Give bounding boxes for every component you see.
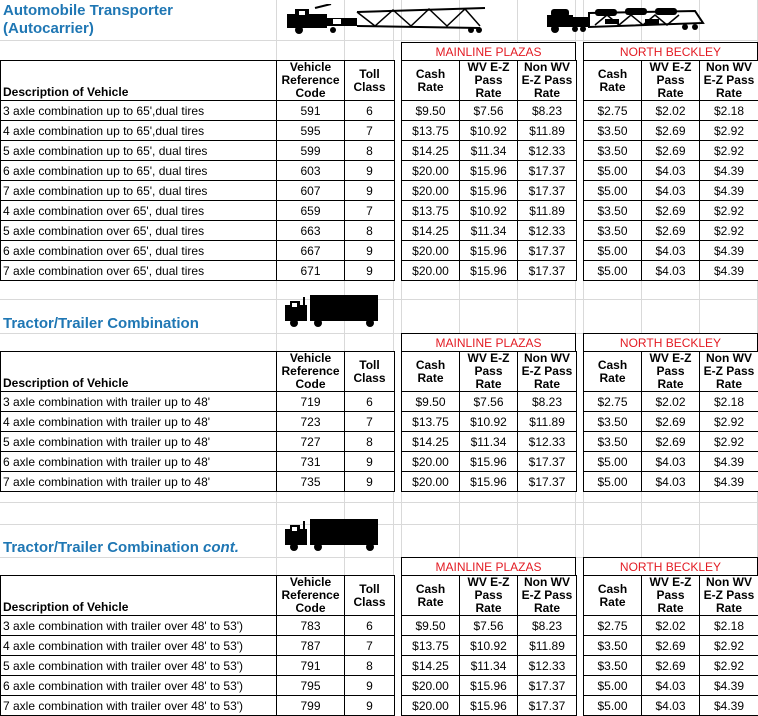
beckley-cash-rate: $5.00	[584, 181, 642, 201]
table-row	[584, 121, 758, 141]
mainline-wv-ezpass-rate: $15.96	[460, 161, 518, 181]
column-header-wv-ezpass: WV E-Z Pass Rate	[460, 352, 518, 392]
table-row	[1, 616, 395, 636]
beckley-cash-rate: $2.75	[584, 392, 642, 412]
toll-class: 6	[345, 392, 395, 412]
table-row	[584, 472, 758, 492]
beckley-cash-rate: $5.00	[584, 696, 642, 716]
beckley-cash-rate: $5.00	[584, 261, 642, 281]
beckley-wv-ezpass-rate: $4.03	[642, 181, 700, 201]
column-header-ref-code: Vehicle Reference Code	[277, 352, 345, 392]
column-header-description: Description of Vehicle	[1, 61, 277, 101]
vehicle-ref-code: 735	[277, 472, 345, 492]
table-row	[584, 161, 758, 181]
gridline	[0, 502, 758, 503]
beckley-cash-rate: $3.50	[584, 412, 642, 432]
mainline-non-wv-ezpass-rate: $17.37	[518, 452, 577, 472]
mainline-non-wv-ezpass-rate: $17.37	[518, 472, 577, 492]
beckley-wv-ezpass-rate: $2.69	[642, 412, 700, 432]
vehicle-ref-code: 595	[277, 121, 345, 141]
mainline-wv-ezpass-rate: $10.92	[460, 201, 518, 221]
vehicle-description: 4 axle combination with trailer over 48' to 53')	[1, 636, 277, 656]
column-header-toll-class: Toll Class	[345, 576, 395, 616]
table-row	[402, 616, 577, 636]
tractor-trailer-cont-mainline-rates	[401, 575, 577, 716]
vehicle-ref-code: 791	[277, 656, 345, 676]
table-row	[584, 616, 758, 636]
mainline-non-wv-ezpass-rate: $8.23	[518, 392, 577, 412]
table-row	[584, 392, 758, 412]
tractor-trailer-mainline-rates	[401, 351, 577, 492]
beckley-non-wv-ezpass-rate: $4.39	[700, 696, 758, 716]
mainline-cash-rate: $20.00	[402, 181, 460, 201]
mainline-cash-rate: $14.25	[402, 656, 460, 676]
toll-class: 9	[345, 696, 395, 716]
column-header-toll-class: Toll Class	[345, 61, 395, 101]
beckley-wv-ezpass-rate: $2.02	[642, 392, 700, 412]
mainline-cash-rate: $13.75	[402, 121, 460, 141]
mainline-cash-rate: $14.25	[402, 141, 460, 161]
toll-class: 7	[345, 636, 395, 656]
vehicle-description: 6 axle combination up to 65', dual tires	[1, 161, 277, 181]
mainline-non-wv-ezpass-rate: $11.89	[518, 121, 577, 141]
vehicle-ref-code: 731	[277, 452, 345, 472]
table-row	[402, 432, 577, 452]
table-row	[1, 221, 395, 241]
table-row	[402, 141, 577, 161]
section-title-line2: (Autocarrier)	[3, 20, 173, 38]
column-header-toll-class: Toll Class	[345, 352, 395, 392]
beckley-wv-ezpass-rate: $2.02	[642, 616, 700, 636]
column-header-wv-ezpass: WV E-Z Pass Rate	[642, 352, 700, 392]
vehicle-ref-code: 723	[277, 412, 345, 432]
beckley-cash-rate: $3.50	[584, 221, 642, 241]
beckley-cash-rate: $2.75	[584, 101, 642, 121]
vehicle-ref-code: 783	[277, 616, 345, 636]
mainline-non-wv-ezpass-rate: $8.23	[518, 101, 577, 121]
mainline-non-wv-ezpass-rate: $17.37	[518, 161, 577, 181]
table-row	[584, 696, 758, 716]
mainline-cash-rate: $9.50	[402, 392, 460, 412]
mainline-cash-rate: $20.00	[402, 676, 460, 696]
table-row	[402, 261, 577, 281]
mainline-wv-ezpass-rate: $15.96	[460, 676, 518, 696]
mainline-wv-ezpass-rate: $10.92	[460, 121, 518, 141]
beckley-wv-ezpass-rate: $2.69	[642, 432, 700, 452]
mainline-non-wv-ezpass-rate: $8.23	[518, 616, 577, 636]
table-row	[1, 412, 395, 432]
beckley-non-wv-ezpass-rate: $4.39	[700, 452, 758, 472]
vehicle-ref-code: 659	[277, 201, 345, 221]
table-row	[402, 696, 577, 716]
column-header-wv-ezpass: WV E-Z Pass Rate	[460, 576, 518, 616]
toll-class: 6	[345, 101, 395, 121]
beckley-wv-ezpass-rate: $2.69	[642, 636, 700, 656]
table-row	[402, 676, 577, 696]
gridline	[0, 40, 758, 41]
beckley-non-wv-ezpass-rate: $2.92	[700, 141, 758, 161]
vehicle-description: 7 axle combination over 65', dual tires	[1, 261, 277, 281]
vehicle-ref-code: 599	[277, 141, 345, 161]
toll-class: 9	[345, 241, 395, 261]
mainline-non-wv-ezpass-rate: $17.37	[518, 261, 577, 281]
table-row	[1, 261, 395, 281]
section-title-line1: Automobile Transporter	[3, 2, 173, 20]
table-row	[584, 452, 758, 472]
mainline-cash-rate: $20.00	[402, 261, 460, 281]
plaza-label-mainline: MAINLINE PLAZAS	[402, 43, 576, 61]
beckley-wv-ezpass-rate: $4.03	[642, 161, 700, 181]
toll-class: 7	[345, 121, 395, 141]
beckley-cash-rate: $3.50	[584, 121, 642, 141]
table-row	[402, 201, 577, 221]
beckley-non-wv-ezpass-rate: $2.18	[700, 616, 758, 636]
mainline-cash-rate: $20.00	[402, 472, 460, 492]
vehicle-description: 4 axle combination up to 65',dual tires	[1, 121, 277, 141]
vehicle-description: 5 axle combination with trailer over 48' to 53')	[1, 656, 277, 676]
beckley-non-wv-ezpass-rate: $2.92	[700, 201, 758, 221]
vehicle-ref-code: 607	[277, 181, 345, 201]
vehicle-ref-code: 603	[277, 161, 345, 181]
column-header-non-wv-ezpass: Non WV E-Z Pass Rate	[700, 352, 758, 392]
beckley-non-wv-ezpass-rate: $2.92	[700, 432, 758, 452]
table-row	[1, 472, 395, 492]
table-row	[584, 636, 758, 656]
beckley-non-wv-ezpass-rate: $4.39	[700, 261, 758, 281]
toll-class: 6	[345, 616, 395, 636]
mainline-wv-ezpass-rate: $15.96	[460, 181, 518, 201]
table-row	[584, 241, 758, 261]
tractor-trailer-beckley-rates	[583, 351, 758, 492]
beckley-wv-ezpass-rate: $4.03	[642, 696, 700, 716]
table-row	[402, 121, 577, 141]
section-title-tractor-trailer-cont	[3, 539, 239, 557]
beckley-wv-ezpass-rate: $4.03	[642, 241, 700, 261]
vehicle-ref-code: 663	[277, 221, 345, 241]
plaza-label-mainline: MAINLINE PLAZAS	[402, 334, 576, 352]
mainline-wv-ezpass-rate: $7.56	[460, 101, 518, 121]
vehicle-description: 3 axle combination with trailer up to 48'	[1, 392, 277, 412]
beckley-non-wv-ezpass-rate: $2.18	[700, 392, 758, 412]
table-row	[1, 696, 395, 716]
beckley-plaza-header	[583, 42, 758, 61]
beckley-wv-ezpass-rate: $4.03	[642, 261, 700, 281]
vehicle-ref-code: 591	[277, 101, 345, 121]
toll-class: 7	[345, 201, 395, 221]
vehicle-ref-code: 795	[277, 676, 345, 696]
table-row	[402, 241, 577, 261]
vehicle-description: 6 axle combination with trailer up to 48'	[1, 452, 277, 472]
section-title-tractor-trailer	[3, 315, 199, 333]
vehicle-description: 3 axle combination with trailer over 48' to 53')	[1, 616, 277, 636]
toll-class: 9	[345, 472, 395, 492]
table-row	[402, 392, 577, 412]
toll-class: 9	[345, 452, 395, 472]
table-row	[1, 432, 395, 452]
table-row	[584, 676, 758, 696]
table-row	[1, 101, 395, 121]
mainline-wv-ezpass-rate: $11.34	[460, 656, 518, 676]
mainline-plaza-header	[401, 42, 576, 61]
table-row	[584, 181, 758, 201]
table-row	[584, 656, 758, 676]
beckley-wv-ezpass-rate: $2.69	[642, 221, 700, 241]
mainline-cash-rate: $9.50	[402, 616, 460, 636]
vehicle-ref-code: 799	[277, 696, 345, 716]
beckley-wv-ezpass-rate: $2.69	[642, 121, 700, 141]
beckley-cash-rate: $3.50	[584, 141, 642, 161]
beckley-cash-rate: $2.75	[584, 616, 642, 636]
section-title-suffix: cont.	[203, 539, 239, 556]
mainline-non-wv-ezpass-rate: $17.37	[518, 676, 577, 696]
toll-class: 8	[345, 432, 395, 452]
table-row	[1, 181, 395, 201]
column-header-non-wv-ezpass: Non WV E-Z Pass Rate	[700, 576, 758, 616]
beckley-non-wv-ezpass-rate: $4.39	[700, 676, 758, 696]
mainline-wv-ezpass-rate: $10.92	[460, 636, 518, 656]
mainline-plaza-header	[401, 333, 576, 352]
vehicle-description: 7 axle combination with trailer up to 48'	[1, 472, 277, 492]
table-row	[584, 101, 758, 121]
table-row	[584, 221, 758, 241]
table-row	[1, 656, 395, 676]
column-header-non-wv-ezpass: Non WV E-Z Pass Rate	[518, 352, 577, 392]
beckley-wv-ezpass-rate: $4.03	[642, 452, 700, 472]
table-row	[1, 452, 395, 472]
vehicle-ref-code: 727	[277, 432, 345, 452]
mainline-non-wv-ezpass-rate: $12.33	[518, 432, 577, 452]
table-row	[1, 141, 395, 161]
toll-class: 8	[345, 221, 395, 241]
table-row	[402, 101, 577, 121]
mainline-cash-rate: $9.50	[402, 101, 460, 121]
beckley-wv-ezpass-rate: $2.69	[642, 141, 700, 161]
column-header-description: Description of Vehicle	[1, 352, 277, 392]
table-row	[584, 261, 758, 281]
vehicle-ref-code: 667	[277, 241, 345, 261]
table-row	[402, 181, 577, 201]
toll-class: 9	[345, 261, 395, 281]
table-row	[402, 636, 577, 656]
mainline-wv-ezpass-rate: $15.96	[460, 261, 518, 281]
autocarrier-vehicle-table	[0, 60, 395, 281]
vehicle-description: 5 axle combination over 65', dual tires	[1, 221, 277, 241]
mainline-cash-rate: $20.00	[402, 696, 460, 716]
table-row	[402, 656, 577, 676]
autocarrier-beckley-rates	[583, 60, 758, 281]
table-row	[1, 636, 395, 656]
column-header-cash-rate: Cash Rate	[584, 576, 642, 616]
plaza-label-beckley: NORTH BECKLEY	[584, 43, 758, 61]
toll-class: 8	[345, 141, 395, 161]
mainline-non-wv-ezpass-rate: $12.33	[518, 656, 577, 676]
mainline-non-wv-ezpass-rate: $17.37	[518, 241, 577, 261]
toll-class: 9	[345, 676, 395, 696]
table-row	[1, 161, 395, 181]
vehicle-description: 7 axle combination with trailer over 48' to 53')	[1, 696, 277, 716]
column-header-non-wv-ezpass: Non WV E-Z Pass Rate	[518, 61, 577, 101]
vehicle-description: 4 axle combination over 65', dual tires	[1, 201, 277, 221]
beckley-non-wv-ezpass-rate: $2.18	[700, 101, 758, 121]
vehicle-description: 4 axle combination with trailer up to 48'	[1, 412, 277, 432]
vehicle-ref-code: 787	[277, 636, 345, 656]
vehicle-description: 3 axle combination up to 65',dual tires	[1, 101, 277, 121]
beckley-wv-ezpass-rate: $4.03	[642, 472, 700, 492]
beckley-cash-rate: $5.00	[584, 452, 642, 472]
mainline-non-wv-ezpass-rate: $17.37	[518, 696, 577, 716]
autocarrier-mainline-rates	[401, 60, 577, 281]
vehicle-description: 7 axle combination up to 65', dual tires	[1, 181, 277, 201]
column-header-cash-rate: Cash Rate	[402, 576, 460, 616]
beckley-cash-rate: $5.00	[584, 241, 642, 261]
table-row	[584, 412, 758, 432]
beckley-non-wv-ezpass-rate: $4.39	[700, 472, 758, 492]
column-header-ref-code: Vehicle Reference Code	[277, 61, 345, 101]
mainline-wv-ezpass-rate: $7.56	[460, 616, 518, 636]
mainline-wv-ezpass-rate: $10.92	[460, 412, 518, 432]
beckley-non-wv-ezpass-rate: $2.92	[700, 221, 758, 241]
table-row	[584, 141, 758, 161]
vehicle-description: 6 axle combination with trailer over 48' to 53')	[1, 676, 277, 696]
beckley-non-wv-ezpass-rate: $4.39	[700, 241, 758, 261]
toll-class: 9	[345, 181, 395, 201]
mainline-non-wv-ezpass-rate: $11.89	[518, 636, 577, 656]
mainline-wv-ezpass-rate: $15.96	[460, 696, 518, 716]
beckley-non-wv-ezpass-rate: $2.92	[700, 636, 758, 656]
table-row	[1, 121, 395, 141]
vehicle-description: 6 axle combination over 65', dual tires	[1, 241, 277, 261]
mainline-wv-ezpass-rate: $11.34	[460, 432, 518, 452]
section-title-text: Tractor/Trailer Combination	[3, 539, 203, 556]
beckley-non-wv-ezpass-rate: $2.92	[700, 121, 758, 141]
table-row	[1, 241, 395, 261]
mainline-wv-ezpass-rate: $15.96	[460, 472, 518, 492]
table-row	[1, 392, 395, 412]
plaza-label-beckley: NORTH BECKLEY	[584, 334, 758, 352]
beckley-non-wv-ezpass-rate: $2.92	[700, 412, 758, 432]
column-header-cash-rate: Cash Rate	[402, 352, 460, 392]
column-header-wv-ezpass: WV E-Z Pass Rate	[642, 61, 700, 101]
tractor-trailer-vehicle-table	[0, 351, 395, 492]
table-row	[584, 432, 758, 452]
beckley-wv-ezpass-rate: $2.69	[642, 656, 700, 676]
beckley-cash-rate: $3.50	[584, 656, 642, 676]
vehicle-ref-code: 671	[277, 261, 345, 281]
beckley-wv-ezpass-rate: $4.03	[642, 676, 700, 696]
column-header-cash-rate: Cash Rate	[584, 352, 642, 392]
beckley-cash-rate: $3.50	[584, 432, 642, 452]
mainline-cash-rate: $20.00	[402, 241, 460, 261]
table-row	[584, 201, 758, 221]
mainline-non-wv-ezpass-rate: $11.89	[518, 412, 577, 432]
toll-class: 7	[345, 412, 395, 432]
toll-class: 8	[345, 656, 395, 676]
column-header-cash-rate: Cash Rate	[402, 61, 460, 101]
beckley-plaza-header	[583, 333, 758, 352]
table-row	[402, 161, 577, 181]
autocarrier-loaded-icon	[545, 5, 710, 35]
mainline-cash-rate: $20.00	[402, 452, 460, 472]
section-title-text: Tractor/Trailer Combination	[3, 315, 199, 332]
beckley-non-wv-ezpass-rate: $4.39	[700, 181, 758, 201]
table-row	[1, 676, 395, 696]
mainline-wv-ezpass-rate: $11.34	[460, 141, 518, 161]
table-row	[1, 201, 395, 221]
table-row	[402, 452, 577, 472]
mainline-non-wv-ezpass-rate: $12.33	[518, 221, 577, 241]
plaza-label-mainline: MAINLINE PLAZAS	[402, 558, 576, 576]
mainline-cash-rate: $14.25	[402, 432, 460, 452]
beckley-cash-rate: $3.50	[584, 201, 642, 221]
beckley-non-wv-ezpass-rate: $4.39	[700, 161, 758, 181]
vehicle-description: 5 axle combination with trailer up to 48'	[1, 432, 277, 452]
vehicle-ref-code: 719	[277, 392, 345, 412]
mainline-wv-ezpass-rate: $7.56	[460, 392, 518, 412]
beckley-cash-rate: $5.00	[584, 472, 642, 492]
tractor-trailer-cont-beckley-rates	[583, 575, 758, 716]
mainline-cash-rate: $13.75	[402, 412, 460, 432]
table-row	[402, 412, 577, 432]
mainline-cash-rate: $14.25	[402, 221, 460, 241]
autocarrier-truck-icon	[285, 4, 495, 36]
column-header-ref-code: Vehicle Reference Code	[277, 576, 345, 616]
section-title-autocarrier	[3, 2, 173, 38]
mainline-cash-rate: $20.00	[402, 161, 460, 181]
table-row	[402, 221, 577, 241]
tractor-trailer-icon	[285, 519, 380, 554]
toll-class: 9	[345, 161, 395, 181]
vehicle-description: 5 axle combination up to 65', dual tires	[1, 141, 277, 161]
tractor-trailer-cont-vehicle-table	[0, 575, 395, 716]
beckley-plaza-header	[583, 557, 758, 576]
beckley-non-wv-ezpass-rate: $2.92	[700, 656, 758, 676]
table-row	[402, 472, 577, 492]
tractor-trailer-icon	[285, 295, 380, 330]
column-header-non-wv-ezpass: Non WV E-Z Pass Rate	[700, 61, 758, 101]
mainline-non-wv-ezpass-rate: $12.33	[518, 141, 577, 161]
beckley-cash-rate: $5.00	[584, 161, 642, 181]
mainline-plaza-header	[401, 557, 576, 576]
mainline-cash-rate: $13.75	[402, 636, 460, 656]
mainline-non-wv-ezpass-rate: $17.37	[518, 181, 577, 201]
mainline-wv-ezpass-rate: $15.96	[460, 241, 518, 261]
column-header-wv-ezpass: WV E-Z Pass Rate	[460, 61, 518, 101]
mainline-wv-ezpass-rate: $11.34	[460, 221, 518, 241]
beckley-wv-ezpass-rate: $2.69	[642, 201, 700, 221]
column-header-description: Description of Vehicle	[1, 576, 277, 616]
mainline-cash-rate: $13.75	[402, 201, 460, 221]
beckley-cash-rate: $3.50	[584, 636, 642, 656]
column-header-cash-rate: Cash Rate	[584, 61, 642, 101]
mainline-non-wv-ezpass-rate: $11.89	[518, 201, 577, 221]
column-header-wv-ezpass: WV E-Z Pass Rate	[642, 576, 700, 616]
beckley-wv-ezpass-rate: $2.02	[642, 101, 700, 121]
column-header-non-wv-ezpass: Non WV E-Z Pass Rate	[518, 576, 577, 616]
mainline-wv-ezpass-rate: $15.96	[460, 452, 518, 472]
plaza-label-beckley: NORTH BECKLEY	[584, 558, 758, 576]
beckley-cash-rate: $5.00	[584, 676, 642, 696]
